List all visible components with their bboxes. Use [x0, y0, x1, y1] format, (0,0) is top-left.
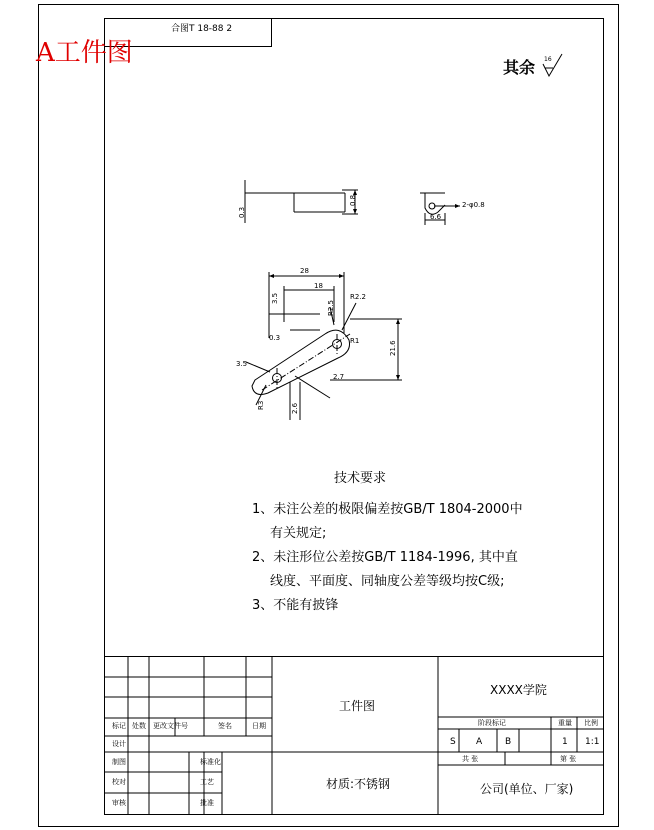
- cell-doc-no: 更改文件号: [153, 722, 188, 730]
- dim-overall-width: 28: [300, 267, 309, 275]
- cell-sheet-total: 共 张: [462, 755, 479, 763]
- side-view: [245, 180, 358, 223]
- dim-side-thickness: 0.3: [238, 206, 246, 218]
- dim-right-hole: 2-φ0.8: [462, 201, 485, 209]
- dim-side-height: 0.8: [349, 194, 357, 206]
- cell-date: 日期: [252, 722, 266, 730]
- requirement-3: 3、不能有披锋: [252, 598, 339, 613]
- dim-radius-small: R1: [350, 337, 360, 345]
- cell-review: 审核: [112, 799, 126, 807]
- cell-process: 工艺: [200, 778, 214, 786]
- company-label: 公司(单位、厂家): [480, 782, 574, 796]
- dim-radius-left: R3: [257, 400, 265, 410]
- dim-radius-pin: R2.5: [327, 300, 335, 316]
- document-code: 合图T 18-88 2: [171, 24, 233, 34]
- dim-left-size: 3.5: [236, 360, 248, 368]
- requirement-2: 2、未注形位公差按GB/T 1184-1996, 其中直: [252, 550, 518, 565]
- cell-marker: 标记: [112, 722, 126, 730]
- cell-draw: 制图: [112, 758, 126, 766]
- dim-left-offset: 0.3: [269, 334, 281, 342]
- dim-height: 21.6: [389, 340, 397, 356]
- cell-check: 校对: [112, 778, 126, 786]
- cell-ratio: 比例: [584, 719, 598, 727]
- cell-designer: 设计: [112, 740, 126, 748]
- cell-standard: 标准化: [200, 758, 221, 766]
- stage-mark-s: S: [450, 737, 456, 747]
- dim-bottom-offset: 2.6: [291, 402, 299, 414]
- cell-weight: 重量: [558, 719, 572, 727]
- dim-slot-width: 2.7: [333, 373, 345, 381]
- dim-inner-width: 18: [314, 282, 323, 290]
- quantity-value: 1: [562, 737, 568, 747]
- school-name: XXXX学院: [490, 683, 547, 697]
- requirement-2-cont: 线度、平面度、同轴度公差等级均按C级;: [270, 574, 505, 589]
- cell-stage-mark: 阶段标记: [478, 719, 506, 727]
- requirement-1-cont: 有关规定;: [270, 526, 327, 541]
- requirements-title: 技术要求: [334, 471, 387, 486]
- stage-mark-a: A: [476, 737, 483, 747]
- drawing-name: 工件图: [339, 699, 376, 713]
- dim-right-offset: 6.6: [430, 213, 442, 221]
- roughness-value: 16: [544, 56, 552, 63]
- cell-signature: 签名: [218, 722, 232, 730]
- scale-value: 1:1: [585, 737, 600, 747]
- material-label: 材质:不锈钢: [326, 777, 391, 791]
- drawing-heading: A工件图: [36, 38, 133, 68]
- cell-sheet-no: 第 张: [560, 755, 577, 763]
- roughness-label: 其余: [503, 58, 536, 77]
- stage-mark-b: B: [505, 737, 512, 747]
- dim-top-offset: 3.5: [271, 292, 279, 304]
- dim-radius-top: R2.2: [350, 293, 366, 301]
- cell-count: 处数: [132, 722, 146, 730]
- plan-view: [246, 272, 402, 420]
- requirement-1: 1、未注公差的极限偏差按GB/T 1804-2000中: [252, 502, 523, 517]
- cell-approve: 批准: [200, 799, 214, 807]
- outer-border: [39, 5, 619, 827]
